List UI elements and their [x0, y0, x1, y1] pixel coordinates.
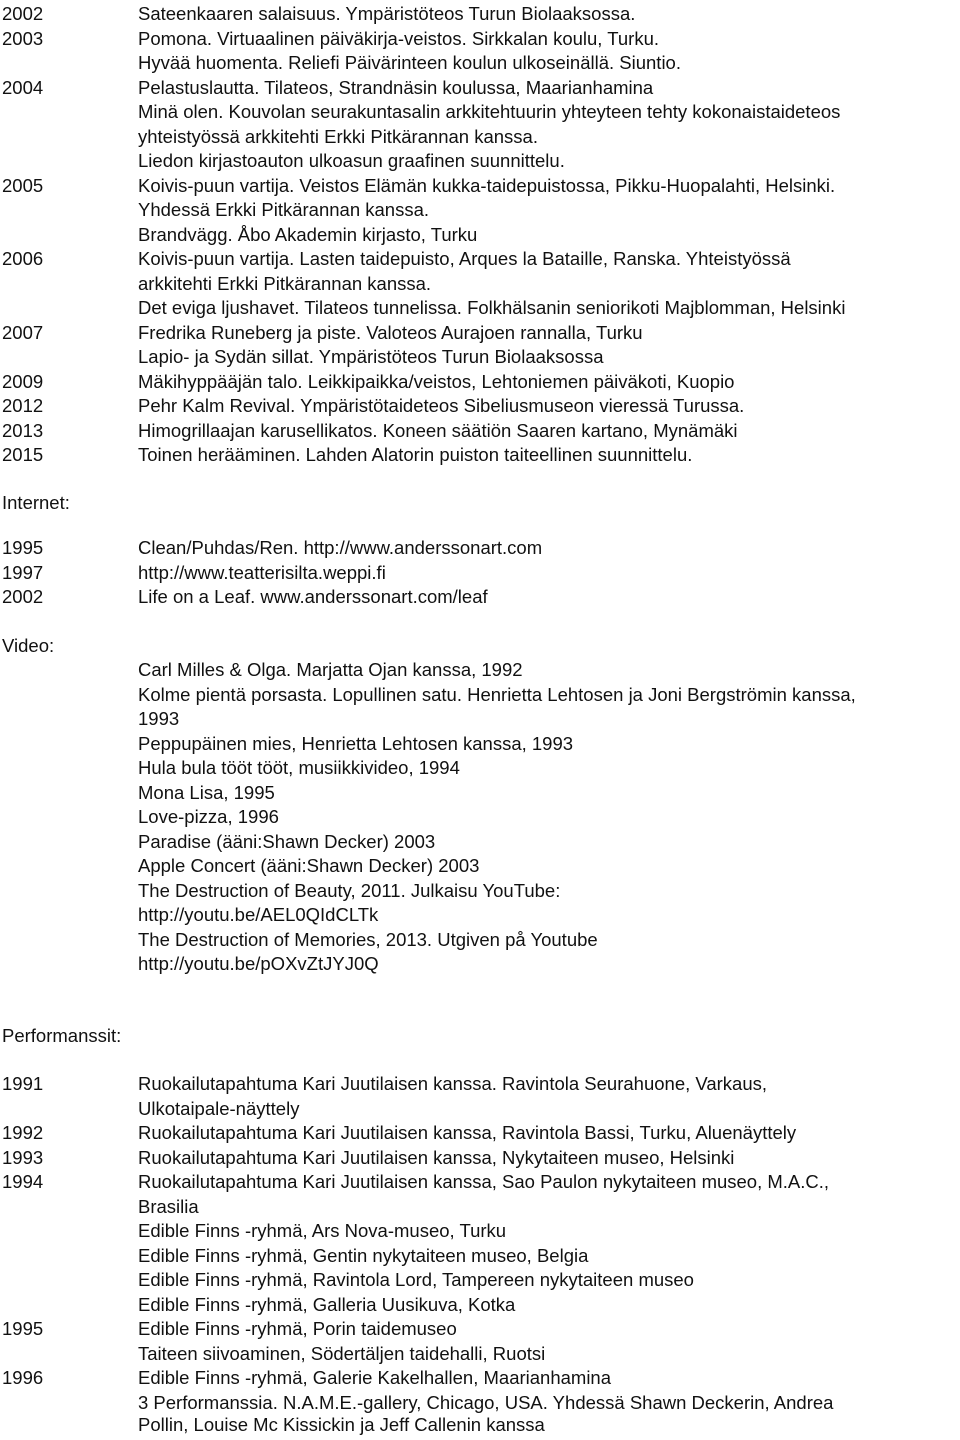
list-item [0, 1072, 960, 1096]
list-item [0, 2, 960, 26]
list-item [0, 1366, 960, 1390]
entry-text: 1993 [138, 708, 180, 729]
list-item [0, 1317, 960, 1341]
section-heading: Video: [2, 635, 55, 656]
entry-text: Mona Lisa, 1995 [138, 781, 275, 803]
entry-text: Yhdessä Erkki Pitkärannan kanssa. [138, 199, 430, 220]
entry-text: Apple Concert (ääni:Shawn Decker) 2003 [138, 855, 480, 876]
entry-text: Pomona. Virtuaalinen päiväkirja-veistos. Sirkkalan koulu, Turku. [138, 27, 659, 49]
list-item [0, 854, 960, 878]
entry-text: http://youtu.be/pOXvZtJYJ0Q [138, 953, 379, 974]
year-label: 2002 [2, 586, 44, 607]
list-item [0, 805, 960, 829]
entry-text: Koivis-puun vartija. Veistos Elämän kukka-taidepuistossa, Pikku-Huopalahti, Helsinki. [138, 174, 836, 196]
entry-text: Brasilia [138, 1195, 199, 1217]
year-label: 2007 [2, 321, 44, 343]
list-item [0, 27, 960, 51]
list-item [0, 419, 960, 443]
year-label: 2012 [2, 395, 44, 416]
list-item [0, 370, 960, 394]
list-item [0, 1268, 960, 1292]
list-item [0, 658, 960, 682]
entry-text: Edible Finns -ryhmä, Gentin nykytaiteen museo, Belgia [138, 1244, 589, 1266]
list-item [0, 174, 960, 198]
entry-text: Mäkihyppääjän talo. Leikkipaikka/veistos, Lehtoniemen päiväkoti, Kuopio [138, 370, 735, 392]
entry-text: Lapio- ja Sydän sillat. Ympäristöteos Turun Biolaaksossa [138, 346, 604, 367]
year-label: 2005 [2, 174, 44, 196]
list-item [0, 683, 960, 707]
section-heading-internet [0, 491, 960, 515]
year-label: 2004 [2, 76, 44, 98]
entry-text: Ruokailutapahtuma Kari Juutilaisen kanssa, Ravintola Bassi, Turku, Aluenäyttely [138, 1122, 797, 1143]
entry-text: Taiteen siivoaminen, Södertäljen taidehalli, Ruotsi [138, 1342, 546, 1364]
list-item [0, 879, 960, 903]
year-label: 1994 [2, 1171, 44, 1192]
list-item [0, 756, 960, 780]
section-heading-performances [0, 1024, 960, 1048]
entry-text: Paradise (ääni:Shawn Decker) 2003 [138, 830, 436, 852]
entry-text: Ruokailutapahtuma Kari Juutilaisen kanssa, Sao Paulon nykytaiteen museo, M.A.C., [138, 1171, 830, 1192]
section-heading: Performanssit: [2, 1025, 122, 1046]
list-item [0, 272, 960, 296]
year-label: 2003 [2, 27, 44, 49]
list-item [0, 903, 960, 927]
list-item [0, 1195, 960, 1219]
list-item [0, 1413, 960, 1437]
entry-text: Liedon kirjastoauton ulkoasun graafinen suunnittelu. [138, 150, 565, 171]
entry-text: The Destruction of Memories, 2013. Utgiven på Youtube [138, 928, 598, 950]
entry-text: http://www.teatterisilta.weppi.fi [138, 561, 386, 583]
list-item [0, 1244, 960, 1268]
list-item [0, 1170, 960, 1194]
list-item [0, 100, 960, 124]
entry-text: Edible Finns -ryhmä, Porin taidemuseo [138, 1318, 457, 1339]
list-item [0, 198, 960, 222]
list-item [0, 125, 960, 149]
entry-text: Edible Finns -ryhmä, Ravintola Lord, Tampereen nykytaiteen museo [138, 1269, 694, 1290]
list-item [0, 952, 960, 976]
entry-text: The Destruction of Beauty, 2011. Julkaisu YouTube: [138, 879, 561, 901]
list-item [0, 149, 960, 173]
entry-text: 3 Performanssia. N.A.M.E.-gallery, Chicago, USA. Yhdessä Shawn Deckerin, Andrea [138, 1391, 834, 1413]
list-item [0, 928, 960, 952]
entry-text: Brandvägg. Åbo Akademin kirjasto, Turku [138, 223, 478, 245]
year-label: 1995 [2, 537, 44, 558]
entry-text: http://youtu.be/AEL0QIdCLTk [138, 904, 379, 925]
entry-text: Edible Finns -ryhmä, Galleria Uusikuva, Kotka [138, 1293, 516, 1315]
list-item [0, 223, 960, 247]
entry-text: Kolme pientä porsasta. Lopullinen satu. Henrietta Lehtosen ja Joni Bergströmin kanssa, [138, 683, 856, 705]
entry-text: yhteistyössä arkkitehti Erkki Pitkärannan kanssa. [138, 125, 538, 147]
entry-text: Carl Milles & Olga. Marjatta Ojan kanssa, 1992 [138, 659, 523, 680]
list-item [0, 707, 960, 731]
entry-text: Peppupäinen mies, Henrietta Lehtosen kanssa, 1993 [138, 732, 574, 754]
entry-text: Det eviga ljushavet. Tilateos tunnelissa. Folkhälsanin seniorikoti Majblomman, Helsinki [138, 297, 846, 318]
list-item [0, 1121, 960, 1145]
list-item [0, 51, 960, 75]
year-label: 2013 [2, 419, 44, 441]
list-item [0, 561, 960, 585]
year-label: 1991 [2, 1073, 44, 1094]
list-item [0, 830, 960, 854]
section-heading-video [0, 634, 960, 658]
year-label: 2006 [2, 248, 44, 269]
list-item [0, 781, 960, 805]
entry-text: Minä olen. Kouvolan seurakuntasalin arkkitehtuurin yhteyteen tehty kokonaistaideteos [138, 101, 841, 122]
list-item [0, 247, 960, 271]
section-heading: Internet: [2, 492, 70, 513]
list-item [0, 536, 960, 560]
list-item [0, 1342, 960, 1366]
entry-text: Pehr Kalm Revival. Ympäristötaideteos Sibeliusmuseon vieressä Turussa. [138, 395, 745, 416]
entry-text: Edible Finns -ryhmä, Ars Nova-museo, Turku [138, 1220, 507, 1241]
year-label: 1993 [2, 1146, 44, 1168]
list-item [0, 76, 960, 100]
entry-text: Life on a Leaf. www.anderssonart.com/leaf [138, 586, 488, 607]
list-item [0, 1219, 960, 1243]
entry-text: Koivis-puun vartija. Lasten taidepuisto, Arques la Bataille, Ranska. Yhteistyössä [138, 248, 791, 269]
entry-text: Toinen herääminen. Lahden Alatorin puiston taiteellinen suunnittelu. [138, 444, 693, 465]
year-label: 2009 [2, 370, 44, 392]
entry-text: Love-pizza, 1996 [138, 806, 279, 827]
year-label: 1992 [2, 1122, 44, 1143]
list-item [0, 585, 960, 609]
entry-text: Ulkotaipale-näyttely [138, 1097, 300, 1119]
year-label: 1996 [2, 1367, 44, 1388]
year-label: 1997 [2, 561, 44, 583]
entry-text: Ruokailutapahtuma Kari Juutilaisen kanssa. Ravintola Seurahuone, Varkaus, [138, 1073, 768, 1094]
list-item [0, 1146, 960, 1170]
entry-text: Clean/Puhdas/Ren. http://www.anderssonart.com [138, 537, 543, 558]
list-item [0, 732, 960, 756]
entry-text: Fredrika Runeberg ja piste. Valoteos Aurajoen rannalla, Turku [138, 321, 643, 343]
entry-text: Sateenkaaren salaisuus. Ympäristöteos Turun Biolaaksossa. [138, 3, 636, 24]
list-item [0, 296, 960, 320]
list-item [0, 443, 960, 467]
list-item [0, 394, 960, 418]
year-label: 2015 [2, 444, 44, 465]
list-item [0, 321, 960, 345]
entry-text: Ruokailutapahtuma Kari Juutilaisen kanssa, Nykytaiteen museo, Helsinki [138, 1146, 735, 1168]
year-label: 2002 [2, 3, 44, 24]
entry-text: Hula bula tööt tööt, musiikkivideo, 1994 [138, 757, 460, 778]
entry-text: Hyvää huomenta. Reliefi Päivärinteen koulun ulkoseinällä. Siuntio. [138, 52, 681, 73]
entry-text: Pollin, Louise Mc Kissickin ja Jeff Callenin kanssa [138, 1414, 545, 1435]
year-label: 1995 [2, 1318, 44, 1339]
list-item [0, 1293, 960, 1317]
list-item [0, 1097, 960, 1121]
entry-text: Pelastuslautta. Tilateos, Strandnäsin koulussa, Maarianhamina [138, 76, 654, 98]
list-item [0, 1391, 960, 1415]
list-item [0, 345, 960, 369]
entry-text: Edible Finns -ryhmä, Galerie Kakelhallen, Maarianhamina [138, 1367, 612, 1388]
entry-text: Himogrillaajan karusellikatos. Koneen säätiön Saaren kartano, Mynämäki [138, 419, 738, 441]
entry-text: arkkitehti Erkki Pitkärannan kanssa. [138, 272, 432, 294]
